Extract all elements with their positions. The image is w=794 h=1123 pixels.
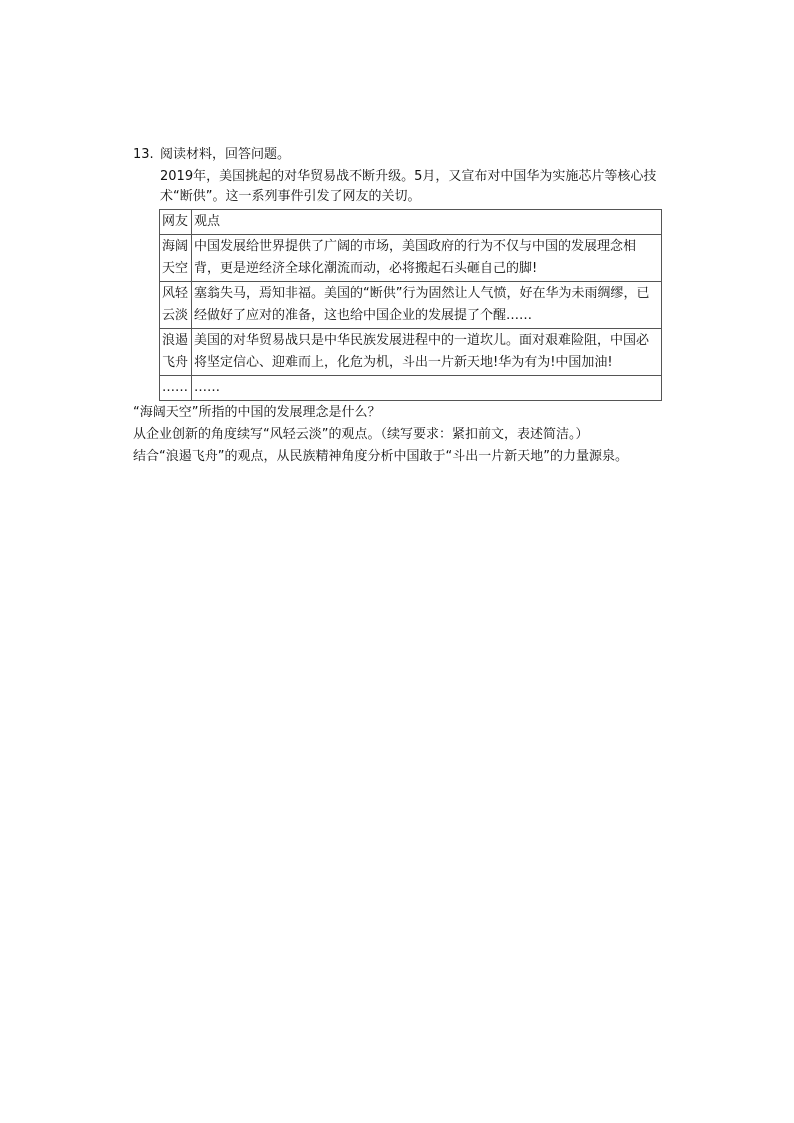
sub-question-2: 从企业创新的角度续写“风轻云淡”的观点。（续写要求：紧扣前文，表述简洁。） [133,427,589,442]
netizen-views-table [159,209,662,401]
netizen-name: 风轻云淡 [160,282,192,329]
sub-question-3: 结合“浪遏飞舟”的观点，从民族精神角度分析中国敢于“斗出一片新天地”的力量源泉。 [133,449,628,464]
netizen-name: 海阔天空 [160,235,192,282]
table-row [160,376,662,401]
table-row [160,235,662,282]
question-header [133,145,678,165]
netizen-view: 美国的对华贸易战只是中华民族发展进程中的一道坎儿。面对艰难险阻，中国必将坚定信心、迎难而上，化危为机，斗出一片新天地!华为有为!中国加油! [192,329,662,376]
header-netizen: 网友 [160,210,192,235]
table-header-row [160,210,662,235]
netizen-name: 浪遏飞舟 [160,329,192,376]
question-number: 13. [133,147,154,162]
table-row [160,282,662,329]
netizen-view: …… [192,376,662,401]
question-title: 阅读材料，回答问题。 [160,147,291,162]
netizen-view: 塞翁失马，焉知非福。美国的“断供”行为固然让人气愤，好在华为未雨绸缪，已经做好了应对的准备，这也给中国企业的发展提了个醒…… [192,282,662,329]
material-intro: 2019年，美国挑起的对华贸易战不断升级。5月，又宣布对中国华为实施芯片等核心技术“断供”。这一系列事件引发了网友的关切。 [160,169,657,204]
netizen-name: …… [160,376,192,401]
table-row [160,329,662,376]
sub-question-1: “海阔天空”所指的中国的发展理念是什么？ [133,405,381,420]
header-view: 观点 [192,210,662,235]
netizen-view: 中国发展给世界提供了广阔的市场，美国政府的行为不仅与中国的发展理念相背，更是逆经济全球化潮流而动，必将搬起石头砸自己的脚! [192,235,662,282]
question-13 [133,145,678,467]
